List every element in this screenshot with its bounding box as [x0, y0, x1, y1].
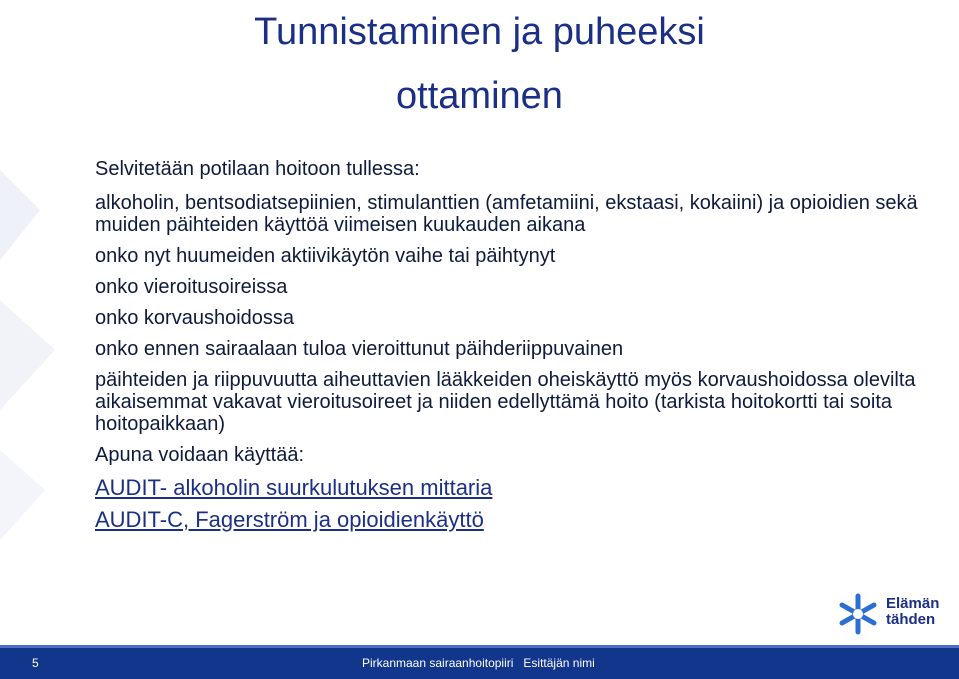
- intro-text: Selvitetään potilaan hoitoon tullessa:: [95, 158, 420, 180]
- list-item: onko korvaushoidossa: [95, 307, 295, 329]
- audit-link[interactable]: AUDIT- alkoholin suurkulutuksen mittaria: [95, 475, 493, 500]
- title-line-2: ottaminen: [396, 75, 563, 117]
- slide-content: [95, 158, 945, 536]
- elaman-tahden-logo: [836, 590, 956, 638]
- page-number: 5: [32, 656, 39, 670]
- list-item: Apuna voidaan käyttää:: [95, 444, 305, 466]
- page-title: [0, 0, 959, 128]
- logo-line-1: Elämän: [886, 595, 940, 612]
- footer-text: Pirkanmaan sairaanhoitopiiri Esittäjän nimi: [362, 656, 595, 670]
- logo-line-2: tähden: [886, 611, 936, 628]
- star-of-life-icon: [836, 592, 880, 636]
- list-item: onko ennen sairaalaan tuloa vieroittunut päihderiippuvainen: [95, 338, 624, 360]
- background-watermark-icon: [0, 150, 80, 570]
- audit-c-link[interactable]: AUDIT-C, Fagerström ja opioidienkäyttö: [95, 507, 484, 532]
- list-item: onko vieroitusoireissa: [95, 276, 288, 298]
- title-line-1: Tunnistaminen ja puheeksi: [254, 11, 705, 53]
- list-item: onko nyt huumeiden aktiivikäytön vaihe tai päihtynyt: [95, 245, 556, 267]
- logo-text: [886, 596, 939, 628]
- list-item: alkoholin, bentsodiatsepiinien, stimulanttien (amfetamiini, ekstaasi, kokaiini) ja opioidien sekä muiden päihteiden käyttöä viimeisen kuukauden aikana: [95, 192, 918, 236]
- list-item: päihteiden ja riippuvuutta aiheuttavien lääkkeiden oheiskäyttö myös korvaushoidossa olevilta aikaisemmat vakavat vieroitusoireet ja niiden edellyttämä hoito (tarkista hoitokortti tai soita hoitopaikkaan): [95, 369, 916, 435]
